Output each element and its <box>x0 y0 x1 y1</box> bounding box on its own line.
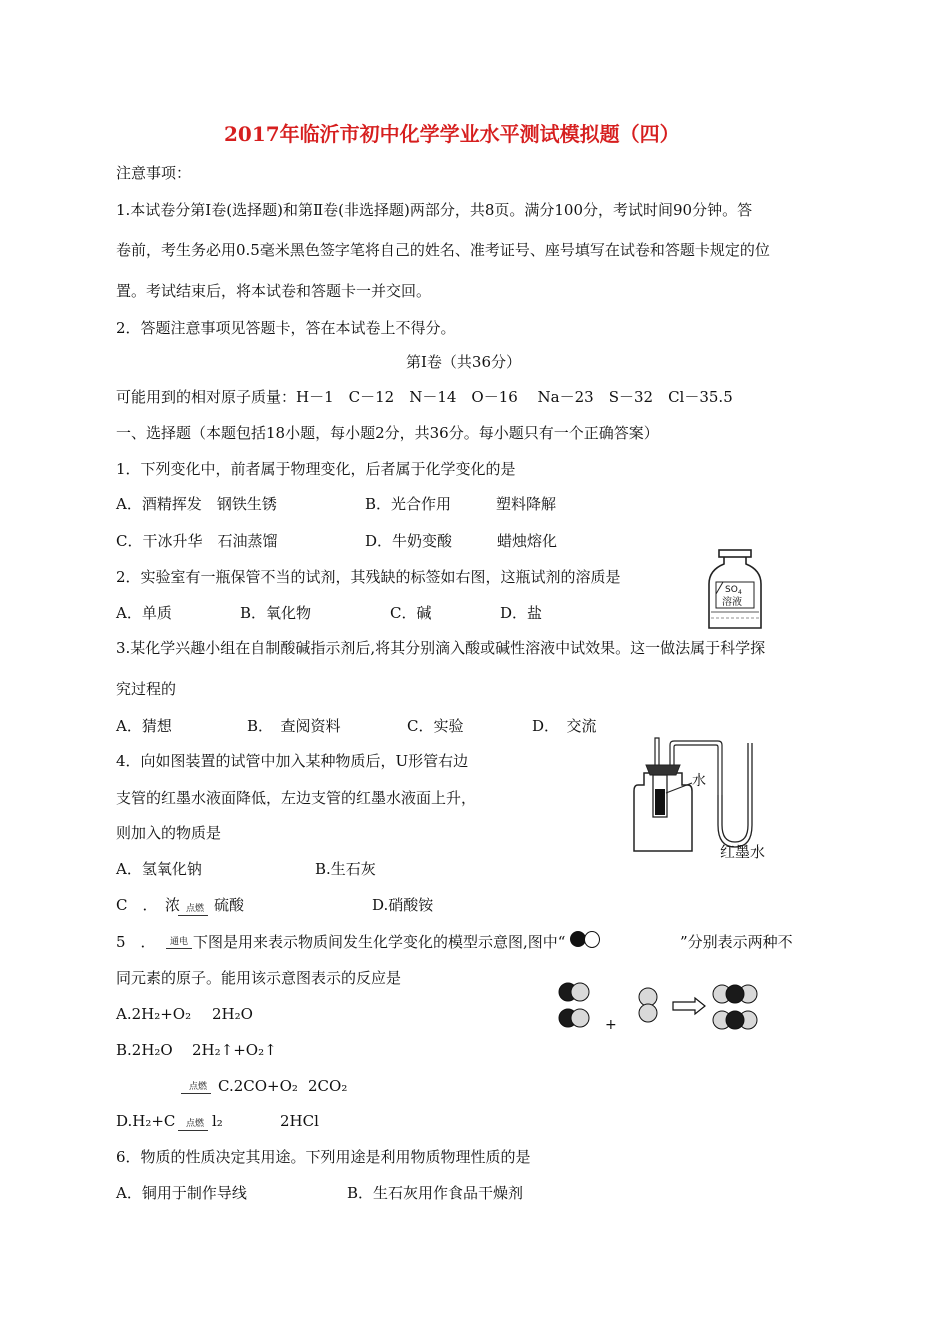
q5-option-a-rhs: 2H₂O <box>212 1005 253 1023</box>
q3-stem-line-2: 究过程的 <box>116 680 177 698</box>
q1-stem: 1．下列变化中，前者属于物理变化，后者属于化学变化的是 <box>116 460 516 478</box>
note-1-line-2: 卷前，考生务必用0.5毫米黑色签字笔将自己的姓名、准考证号、座号填写在试卷和答题卡规定的位 <box>116 241 770 259</box>
q3-stem-line-1: 3.某化学兴趣小组在自制酸碱指示剂后,将其分别滴入酸或碱性溶液中试效果。这一做法属于科学探 <box>116 639 766 657</box>
white-atom-icon <box>584 931 600 948</box>
q5-stem-line-2: 同元素的原子。能用该示意图表示的反应是 <box>116 969 402 987</box>
q5-stem-line-1-end: ”分别表示两种不 <box>680 933 793 951</box>
note-1-line-3: 置。考试结束后，将本试卷和答题卡一并交回。 <box>116 282 432 300</box>
page-title: 2017年临沂市初中化学学业水平测试模拟题（四） <box>224 122 680 146</box>
q4-option-c-prefix: C ． 浓 <box>116 896 180 914</box>
q6-option-b: B．生石灰用作食品干燥剂 <box>347 1184 524 1202</box>
q5-number: 5 ． <box>116 933 156 951</box>
q4-stem-line-3: 则加入的物质是 <box>116 824 222 842</box>
reagent-bottle-figure <box>705 548 765 632</box>
dianran-label-1: 点燃 <box>178 904 208 916</box>
q1-option-a: A．酒精挥发 钢铁生锈 <box>116 495 277 513</box>
q3-option-b: B． 查阅资料 <box>247 717 341 735</box>
q3-option-d: D． 交流 <box>532 717 597 735</box>
q2-option-d: D．盐 <box>500 604 543 622</box>
q1-option-b: B．光合作用 塑料降解 <box>365 495 557 513</box>
q5-stem-line-1: 下图是用来表示物质间发生化学变化的模型示意图,图中“ <box>193 933 566 951</box>
q5-option-b-lhs: B.2H₂O <box>116 1041 173 1059</box>
dianran-label-2: 点燃 <box>181 1082 211 1094</box>
atomic-masses: 可能用到的相对原子质量：H－1 C－12 N－14 O－16 Na－23 S－32 Cl－35.5 <box>116 388 733 406</box>
q6-stem: 6．物质的性质决定其用途。下列用途是利用物质物理性质的是 <box>116 1148 531 1166</box>
q2-option-c: C．碱 <box>390 604 432 622</box>
q4-stem-line-2: 支管的红墨水液面降低，左边支管的红墨水液面上升， <box>116 789 477 807</box>
u-tube-apparatus-figure <box>628 735 778 860</box>
note-2: 2．答题注意事项见答题卡，答在本试卷上不得分。 <box>116 319 456 337</box>
q4-stem-line-1: 4．向如图装置的试管中加入某种物质后，U形管右边 <box>116 752 469 770</box>
q5-option-d-lhs: D.H₂+C <box>116 1112 176 1130</box>
q2-option-b: B．氧化物 <box>240 604 312 622</box>
bottle-label-top: SO <box>725 585 738 595</box>
q5-option-c: C.2CO+O₂ <box>218 1077 298 1095</box>
q3-option-c: C．实验 <box>407 717 464 735</box>
bottle-label-sub: 4 <box>738 589 742 596</box>
q5-option-d-rhs: 2HCl <box>280 1112 319 1130</box>
q2-option-a: A．单质 <box>116 604 172 622</box>
q4-option-c-suffix: 硫酸 <box>214 896 245 914</box>
q5-option-a-lhs: A.2H₂+O₂ <box>116 1005 192 1023</box>
tongdian-label: 通电 <box>166 937 192 949</box>
fig-plus-sign: + <box>605 1017 617 1033</box>
q1-option-d: D．牛奶变酸 蜡烛熔化 <box>365 532 558 550</box>
q4-option-b: B.生石灰 <box>315 860 376 878</box>
q5-option-d-mid: l₂ <box>212 1112 223 1130</box>
bottle-label-bottom: 溶液 <box>722 597 742 608</box>
notes-heading: 注意事项： <box>116 164 192 182</box>
part-heading: 一、选择题（本题包括18小题，每小题2分，共36分。每小题只有一个正确答案） <box>116 424 659 442</box>
q2-stem: 2．实验室有一瓶保管不当的试剂，其残缺的标签如右图，这瓶试剂的溶质是 <box>116 568 621 586</box>
q5-option-c-rhs: 2CO₂ <box>308 1077 348 1095</box>
q3-option-a: A．猜想 <box>116 717 172 735</box>
note-1-line-1: 1.本试卷分第Ⅰ卷(选择题)和第Ⅱ卷(非选择题)两部分，共8页。满分100分，考试时间90分钟。答 <box>116 201 753 219</box>
q1-option-c: C．干冰升华 石油蒸馏 <box>116 532 278 550</box>
q5-option-b-rhs: 2H₂↑+O₂↑ <box>192 1041 277 1059</box>
section-header: 第Ⅰ卷（共36分） <box>406 353 522 371</box>
fig-water-label: 水 <box>692 773 706 789</box>
q4-option-d: D.硝酸铵 <box>372 896 434 914</box>
q6-option-a: A．铜用于制作导线 <box>116 1184 247 1202</box>
fig-red-ink-label: 红墨水 <box>720 843 766 860</box>
dianran-label-3: 点燃 <box>178 1119 208 1131</box>
molecule-reaction-figure <box>555 980 770 1036</box>
q4-option-a: A．氢氧化钠 <box>116 860 202 878</box>
